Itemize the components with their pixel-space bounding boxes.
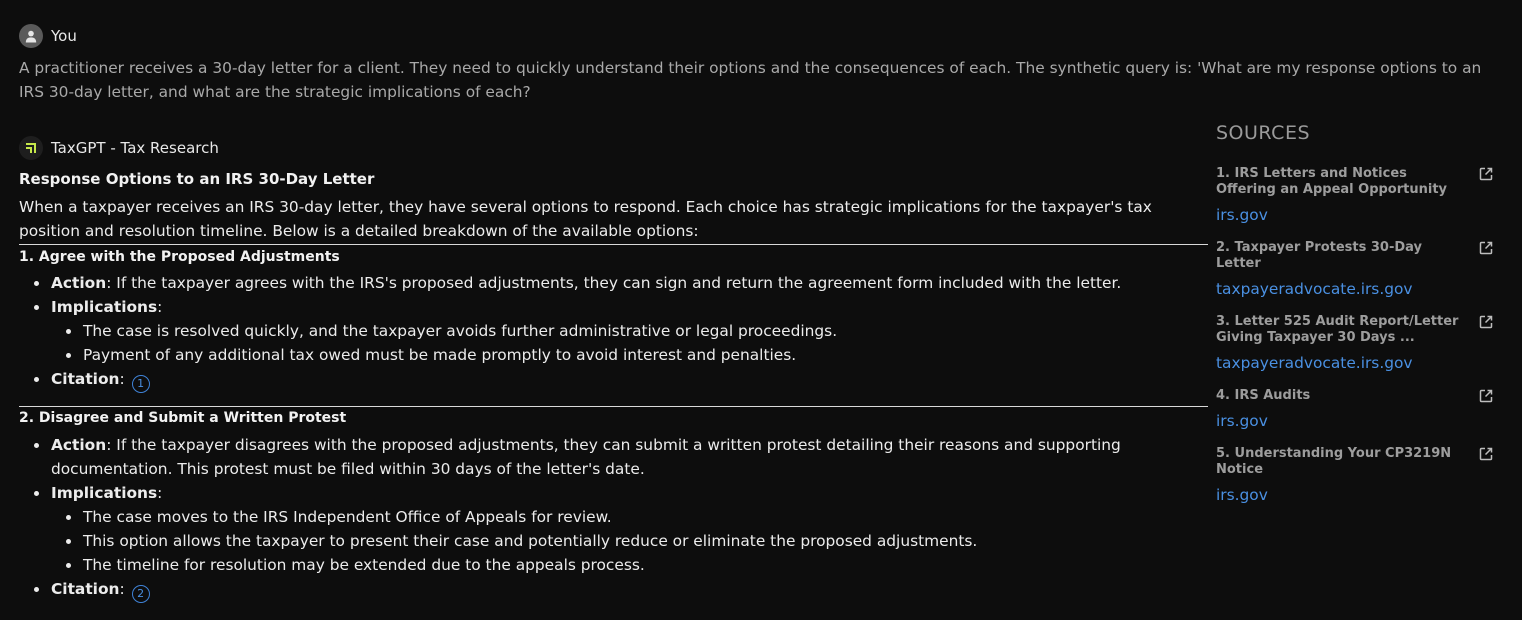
list-item: Payment of any additional tax owed must be made promptly to avoid interest and penalties. <box>51 343 1208 367</box>
source-item[interactable] <box>1216 388 1496 430</box>
list-item <box>19 295 1208 367</box>
citation-label: Citation <box>51 580 120 598</box>
answer-intro: When a taxpayer receives an IRS 30-day letter, they have several options to respond. Each choice has strategic implications for the taxpayer's tax position and resolution timeline. Below is a detailed breakdown of the available options: <box>19 198 1152 240</box>
avatar <box>19 24 43 48</box>
source-title[interactable]: 1. IRS Letters and Notices Offering an Appeal Opportunity <box>1216 166 1448 197</box>
list-item: This option allows the taxpayer to present their case and potentially reduce or eliminate the proposed adjustments. <box>51 529 1208 553</box>
source-item[interactable] <box>1216 166 1496 224</box>
source-link[interactable]: irs.gov <box>1216 206 1268 224</box>
list-item: The case is resolved quickly, and the taxpayer avoids further administrative or legal proceedings. <box>51 319 1208 343</box>
source-title[interactable]: 2. Taxpayer Protests 30-Day Letter <box>1216 240 1423 271</box>
label-colon: : <box>157 298 163 316</box>
user-query-text: A practitioner receives a 30-day letter for a client. They need to quickly understand their options and the consequences of each. The synthetic query is: 'What are my response options to an IRS 30-day letter, and what are the strategic implications of each? <box>19 59 1482 101</box>
implications-list <box>51 505 1208 577</box>
label-colon: : <box>119 580 125 598</box>
sources-heading: SOURCES <box>1216 122 1311 144</box>
list-item <box>19 481 1208 577</box>
source-link[interactable]: irs.gov <box>1216 412 1268 430</box>
source-item[interactable] <box>1216 240 1496 298</box>
person-icon <box>25 30 37 43</box>
label-colon: : <box>119 370 125 388</box>
source-link[interactable]: taxpayeradvocate.irs.gov <box>1216 354 1413 372</box>
section-list <box>19 271 1208 393</box>
external-link-icon[interactable] <box>1478 388 1494 404</box>
section-heading: 2. Disagree and Submit a Written Protest <box>19 410 347 426</box>
action-text: : If the taxpayer agrees with the IRS's proposed adjustments, they can sign and return the agreement form included with the letter. <box>106 274 1122 292</box>
list-item: The timeline for resolution may be extended due to the appeals process. <box>51 553 1208 577</box>
label-colon: : <box>157 484 163 502</box>
list-item <box>19 577 1208 603</box>
section-divider <box>19 244 1208 245</box>
implications-label: Implications <box>51 298 158 316</box>
answer-body <box>19 167 1208 603</box>
user-header <box>19 24 77 48</box>
implications-list <box>51 319 1208 367</box>
assistant-name: TaxGPT - Tax Research <box>51 139 219 157</box>
source-link[interactable]: taxpayeradvocate.irs.gov <box>1216 280 1413 298</box>
action-text: : If the taxpayer disagrees with the proposed adjustments, they can submit a written protest detailing their reasons and supporting documentation. This protest must be filed within 30 days of the letter's date. <box>51 436 1121 478</box>
answer-title: Response Options to an IRS 30-Day Letter <box>19 170 375 188</box>
user-name: You <box>51 27 77 45</box>
list-item <box>19 433 1208 481</box>
action-label: Action <box>51 274 107 292</box>
citation-link[interactable]: 2 <box>132 585 150 603</box>
citation-link[interactable]: 1 <box>132 375 150 393</box>
list-item <box>19 271 1208 295</box>
taxgpt-logo-icon <box>19 136 43 160</box>
list-item: The case moves to the IRS Independent Office of Appeals for review. <box>51 505 1208 529</box>
source-title[interactable]: 5. Understanding Your CP3219N Notice <box>1216 446 1452 477</box>
external-link-icon[interactable] <box>1478 240 1494 256</box>
sources-panel <box>1216 122 1496 504</box>
source-item[interactable] <box>1216 446 1496 504</box>
external-link-icon[interactable] <box>1478 314 1494 330</box>
implications-label: Implications <box>51 484 158 502</box>
section-list <box>19 433 1208 603</box>
citation-label: Citation <box>51 370 120 388</box>
source-title[interactable]: 4. IRS Audits <box>1216 388 1311 403</box>
section-heading: 1. Agree with the Proposed Adjustments <box>19 249 340 265</box>
external-link-icon[interactable] <box>1478 446 1494 462</box>
source-link[interactable]: irs.gov <box>1216 486 1268 504</box>
assistant-header <box>19 136 219 160</box>
source-title[interactable]: 3. Letter 525 Audit Report/Letter Giving Taxpayer 30 Days ... <box>1216 314 1459 345</box>
action-label: Action <box>51 436 107 454</box>
list-item <box>19 367 1208 393</box>
external-link-icon[interactable] <box>1478 166 1494 182</box>
source-item[interactable] <box>1216 314 1496 372</box>
